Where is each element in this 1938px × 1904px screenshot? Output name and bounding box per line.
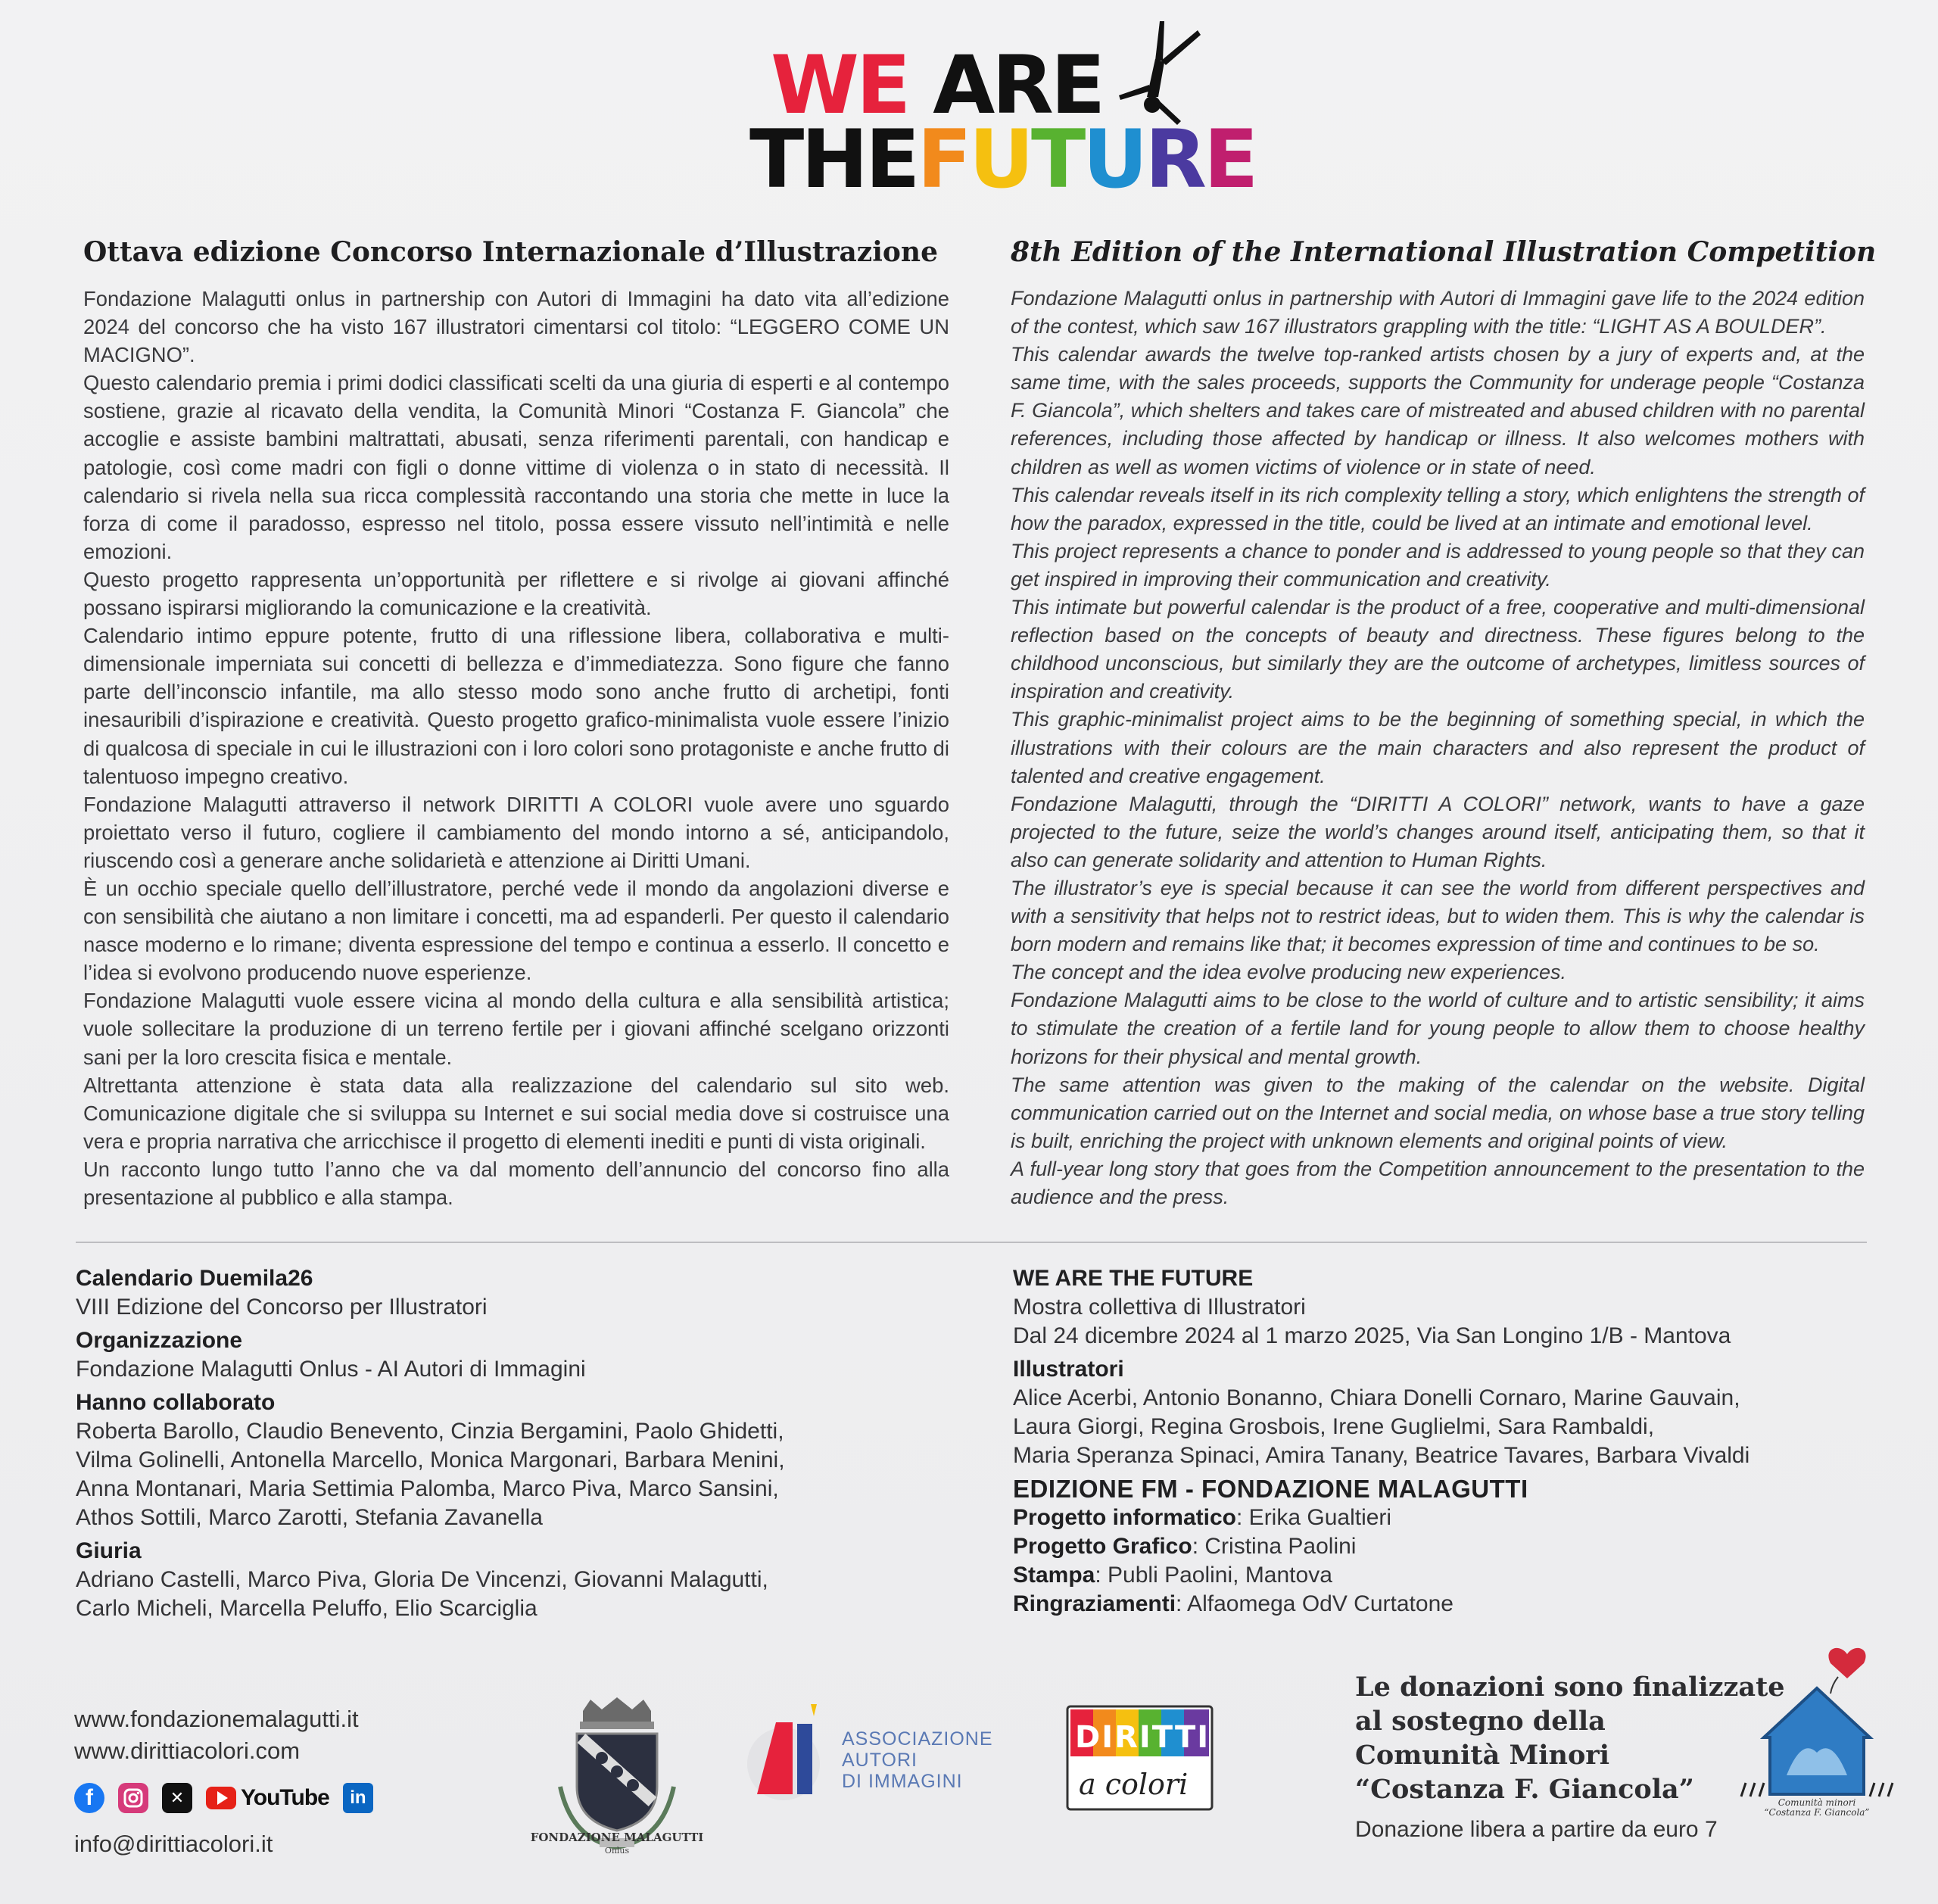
donation-line: Comunità Minori [1355,1740,1610,1771]
english-body [1011,285,1865,1211]
italian-paragraph: È un occhio speciale quello dell’illustratore, perché vede il mondo da angolazioni diverse e con sensibilità che aiutano a non limitare i concetti, ma ad espanderli. Per questo il calendario nasce moderno e lo rimane; diventa espressione del tempo e continua a esserlo. Il concetto e l’idea si evolvono producendo nuove esperienze. [83,876,949,985]
logo-letter: U [968,113,1031,206]
aai-text-line: AUTORI [842,1750,918,1771]
website-links [74,1703,359,1767]
role-row [1013,1504,1876,1532]
logo-line-2 [749,113,1256,206]
logo-word-are: ARE [933,39,1103,132]
aai-text-line: ASSOCIAZIONE [842,1728,993,1750]
house-logo-caption [1756,1798,1877,1818]
role-label: Progetto Grafico [1013,1534,1192,1559]
role-value: : Erika Gualtieri [1236,1505,1392,1530]
italian-paragraph: Fondazione Malagutti attraverso il network DIRITTI A COLORI vuole avere uno sguardo proiettato verso il futuro, cogliere il cambiamento del mondo intorno a sé, anticipandolo, riuscendo così a generare anche solidarietà e attenzione ai Diritti Umani. [83,792,949,872]
youtube-play-icon [206,1787,236,1809]
website-link-diritti[interactable]: www.dirittiacolori.com [74,1737,301,1764]
we-are-the-future-logo [749,30,1256,206]
role-label: Stampa [1013,1563,1095,1588]
calendar-subtitle: VIII Edizione del Concorso per Illustratori [76,1295,488,1320]
logo-word-we: WE [771,39,908,132]
aai-text-line: DI IMMAGINI [842,1771,963,1792]
english-paragraph: This intimate but powerful calendar is the product of a free, cooperative and multi-dimensional reflection based on the concepts of beauty and directness. These figures belong to the childhood unconscious, but similarly they are the outcome of archetypes, limitless sources of inspiration and creativity. [1011,596,1865,703]
exhibit-subtitle: Mostra collettiva di Illustratori [1013,1295,1306,1320]
credits-right [1013,1264,1876,1619]
illustrators-line: Alice Acerbi, Antonio Bonanno, Chiara Donelli Cornaro, Marine Gauvain, [1013,1385,1740,1410]
instagram-icon[interactable] [118,1783,148,1813]
social-icons [74,1783,373,1813]
dancer-figure-icon [1105,15,1211,129]
illustrators-line: Maria Speranza Spinaci, Amira Tanany, Beatrice Tavares, Barbara Vivaldi [1013,1443,1750,1468]
malagutti-caption: FONDAZIONE MALAGUTTI [530,1831,704,1844]
role-row [1013,1590,1876,1619]
english-paragraph: The concept and the idea evolve producing new experiences. [1011,961,1566,984]
collaborators-title: Hanno collaborato [76,1390,276,1415]
role-label: Ringraziamenti [1013,1591,1176,1616]
logo-letter: E [1203,113,1256,206]
italian-paragraph: Calendario intimo eppure potente, frutto di una riflessione libera, collaborativa e multi-dimensionale imperniata sui concetti di bellezza e d’immediatezza. Sono figure che fanno parte dell’inconscio infantile, ma allo stesso modo sono anche frutto di archetipi, fonti inesauribili d’ispirazione e creatività. Questo progetto grafico-minimalista vuole essere l’inizio di qualcosa di speciale in cui le illustrazioni con i loro colori sono protagoniste e anche frutto di talentuoso impegno creativo. [83,624,949,788]
donation-line: Le donazioni sono finalizzate [1355,1672,1785,1703]
community-house-heart-icon [1734,1624,1900,1813]
english-paragraph: The same attention was given to the making of the calendar on the website. Digital communication carried out on the Internet and social media, on whose base a true story telling is built, enriching the project with unknown elements and original points of view. [1011,1073,1865,1152]
italian-paragraph: Questo progetto rappresenta un’opportunità per riflettere e si rivolge ai giovani affinché possano ispirarsi migliorando la comunicazione e la creatività. [83,567,949,620]
role-value: : Cristina Paolini [1192,1534,1357,1559]
illustrators-line: Laura Giorgi, Regina Grosbois, Irene Guglielmi, Sara Rambaldi, [1013,1414,1655,1439]
role-label: Progetto informatico [1013,1505,1237,1530]
collaborators-line: Vilma Golinelli, Antonella Marcello, Monica Margonari, Barbara Menini, [76,1447,785,1472]
website-link-malagutti[interactable]: www.fondazionemalagutti.it [74,1706,359,1732]
edition-title: EDIZIONE FM - FONDAZIONE MALAGUTTI [1013,1475,1528,1503]
english-column [1011,236,1877,1211]
english-paragraph: Fondazione Malagutti onlus in partnership with Autori di Immagini gave life to the 2024 edition of the contest, which saw 167 illustrators grappling with the title: “LIGHT AS A BOULDER”. [1011,287,1865,338]
section-divider [76,1242,1867,1243]
collaborators-line: Athos Sottili, Marco Zarotti, Stefania Zavanella [76,1505,543,1530]
jury-line: Carlo Micheli, Marcella Peluffo, Elio Scarciglia [76,1596,537,1621]
contact-email[interactable]: info@dirittiacolori.it [74,1831,273,1857]
english-paragraph: This graphic-minimalist project aims to be the beginning of something special, in which the illustrations with their colours are the main characters and also represent the product of talented and creative engagement. [1011,708,1865,787]
malagutti-subcaption: Onlus [604,1846,630,1856]
youtube-icon[interactable] [206,1783,329,1813]
illustrators-title: Illustratori [1013,1357,1124,1382]
role-row [1013,1532,1876,1561]
organization-value: Fondazione Malagutti Onlus - AI Autori di Immagini [76,1357,586,1382]
italian-heading: Ottava edizione Concorso Internazionale d’Illustrazione [83,236,938,268]
english-paragraph: A full-year long story that goes from the Competition announcement to the presentation to the audience and the press. [1011,1157,1865,1208]
italian-paragraph: Fondazione Malagutti vuole essere vicina al mondo della cultura e alla sensibilità artistica; vuole sollecitare la produzione di un terreno fertile per i giovani affinché scelgano orizzonti sani per la loro crescita fisica e mentale. [83,989,949,1069]
aai-text [842,1728,993,1792]
role-value: : Publi Paolini, Mantova [1095,1563,1332,1588]
italian-paragraph: Un racconto lungo tutto l’anno che va dal momento dell’annuncio del concorso fino alla presentazione al pubblico e alla stampa. [83,1157,949,1209]
italian-body [83,285,949,1211]
english-paragraph: This calendar awards the twelve top-ranked artists chosen by a jury of experts and, at the same time, with the sales proceeds, supports the Community for underage people “Costanza F. Giancola”, which shelters and takes care of mistreated and abused children with no parental references, including those affected by handicap or illness. It also welcomes mothers with children as well as women victims of violence or in state of need. [1011,343,1865,478]
logo-letter: R [1145,113,1204,206]
english-paragraph: Fondazione Malagutti aims to be close to the world of culture and to artistic sensibility; it aims to stimulate the creation of a fertile land for young people to allow them to choose healthy horizons for their physical and mental growth. [1011,989,1865,1068]
donation-line: al sostegno della [1355,1706,1606,1737]
house-caption-line: Comunità minori [1778,1797,1856,1808]
linkedin-icon[interactable]: in [343,1783,373,1813]
logo-letter: U [1083,113,1145,206]
jury-line: Adriano Castelli, Marco Piva, Gloria De Vincenzi, Giovanni Malagutti, [76,1567,768,1592]
diritti-logo-top: DIRITTI [1075,1720,1210,1755]
donation-amount: Donazione libera a partire da euro 7 [1355,1817,1718,1842]
role-value: : Alfaomega OdV Curtatone [1176,1591,1454,1616]
exhibit-title: WE ARE THE FUTURE [1013,1266,1254,1291]
logo-letter: T [1030,113,1083,206]
organization-title: Organizzazione [76,1328,243,1353]
youtube-label: YouTube [241,1785,329,1810]
diritti-logo-bottom: a colori [1079,1768,1189,1801]
english-paragraph: Fondazione Malagutti, through the “DIRITTI A COLORI” network, wants to have a gaze projected to the future, seize the world’s changes around itself, anticipating them, so that it also can generate solidarity and attention to Human Rights. [1011,792,1865,871]
exhibit-dates: Dal 24 dicembre 2024 al 1 marzo 2025, Via San Longino 1/B - Mantova [1013,1323,1731,1348]
logo-letter: F [917,113,969,206]
x-icon[interactable]: ✕ [162,1783,192,1813]
facebook-icon[interactable]: f [74,1783,104,1813]
donation-line: “Costanza F. Giancola” [1355,1774,1694,1805]
logo-word-the: THE [749,113,918,206]
role-row [1013,1561,1876,1590]
collaborators-line: Roberta Barollo, Claudio Benevento, Cinzia Bergamini, Paolo Ghidetti, [76,1419,784,1444]
italian-paragraph: Altrettanta attenzione è stata data alla realizzazione del calendario sul sito web. Comunicazione digitale che si sviluppa su Internet e sui social media dove si costruisce una vera e propria narrativa che arricchisce il progetto di elementi inediti e punti di vista originali. [83,1073,949,1153]
calendar-title: Calendario Duemila26 [76,1266,313,1291]
house-caption-line: “Costanza F. Giancola” [1764,1807,1870,1818]
english-paragraph: This project represents a chance to ponder and is addressed to young people so that they can get inspired in improving their communication and creativity. [1011,539,1865,591]
english-paragraph: The illustrator’s eye is special because it can see the world from different perspectives and with a sensitivity that helps not to restrict ideas, but to widen them. This is why the calendar is born modern and remains like that; it becomes expression of time and continues to be so. [1011,876,1865,956]
english-paragraph: This calendar reveals itself in its rich complexity telling a story, which enlightens the strength of how the paradox, expressed in the title, could be lived at an intimate and emotional level. [1011,483,1865,534]
donation-statement [1355,1670,1785,1806]
jury-title: Giuria [76,1538,142,1563]
credits-left [76,1264,946,1628]
italian-column [83,236,949,1211]
english-heading: 8th Edition of the International Illustration Competition [1011,236,1877,268]
italian-paragraph: Questo calendario premia i primi dodici classificati scelti da una giuria di esperti e al contempo sostiene, grazie al ricavato della vendita, la Comunità Minori “Costanza F. Giancola” che accoglie e assiste bambini maltrattati, abusati, senza riferimenti parentali, con handicap e patologie, così come madri con figli o donne vittime di violenza o in stato di necessità. Il calendario si rivela nella sua ricca complessità raccontando una storia che mette in luce la forza di come il paradosso, espresso nel titolo, possa essere vissuto nell’intimità e nelle emozioni. [83,371,949,563]
italian-paragraph: Fondazione Malagutti onlus in partnership con Autori di Immagini ha dato vita all’edizione 2024 del concorso che ha visto 167 illustratori cimentarsi col titolo: “LEGGERO COME UN MACIGNO”. [83,287,949,367]
collaborators-line: Anna Montanari, Maria Settimia Palomba, Marco Piva, Marco Sansini, [76,1476,779,1501]
